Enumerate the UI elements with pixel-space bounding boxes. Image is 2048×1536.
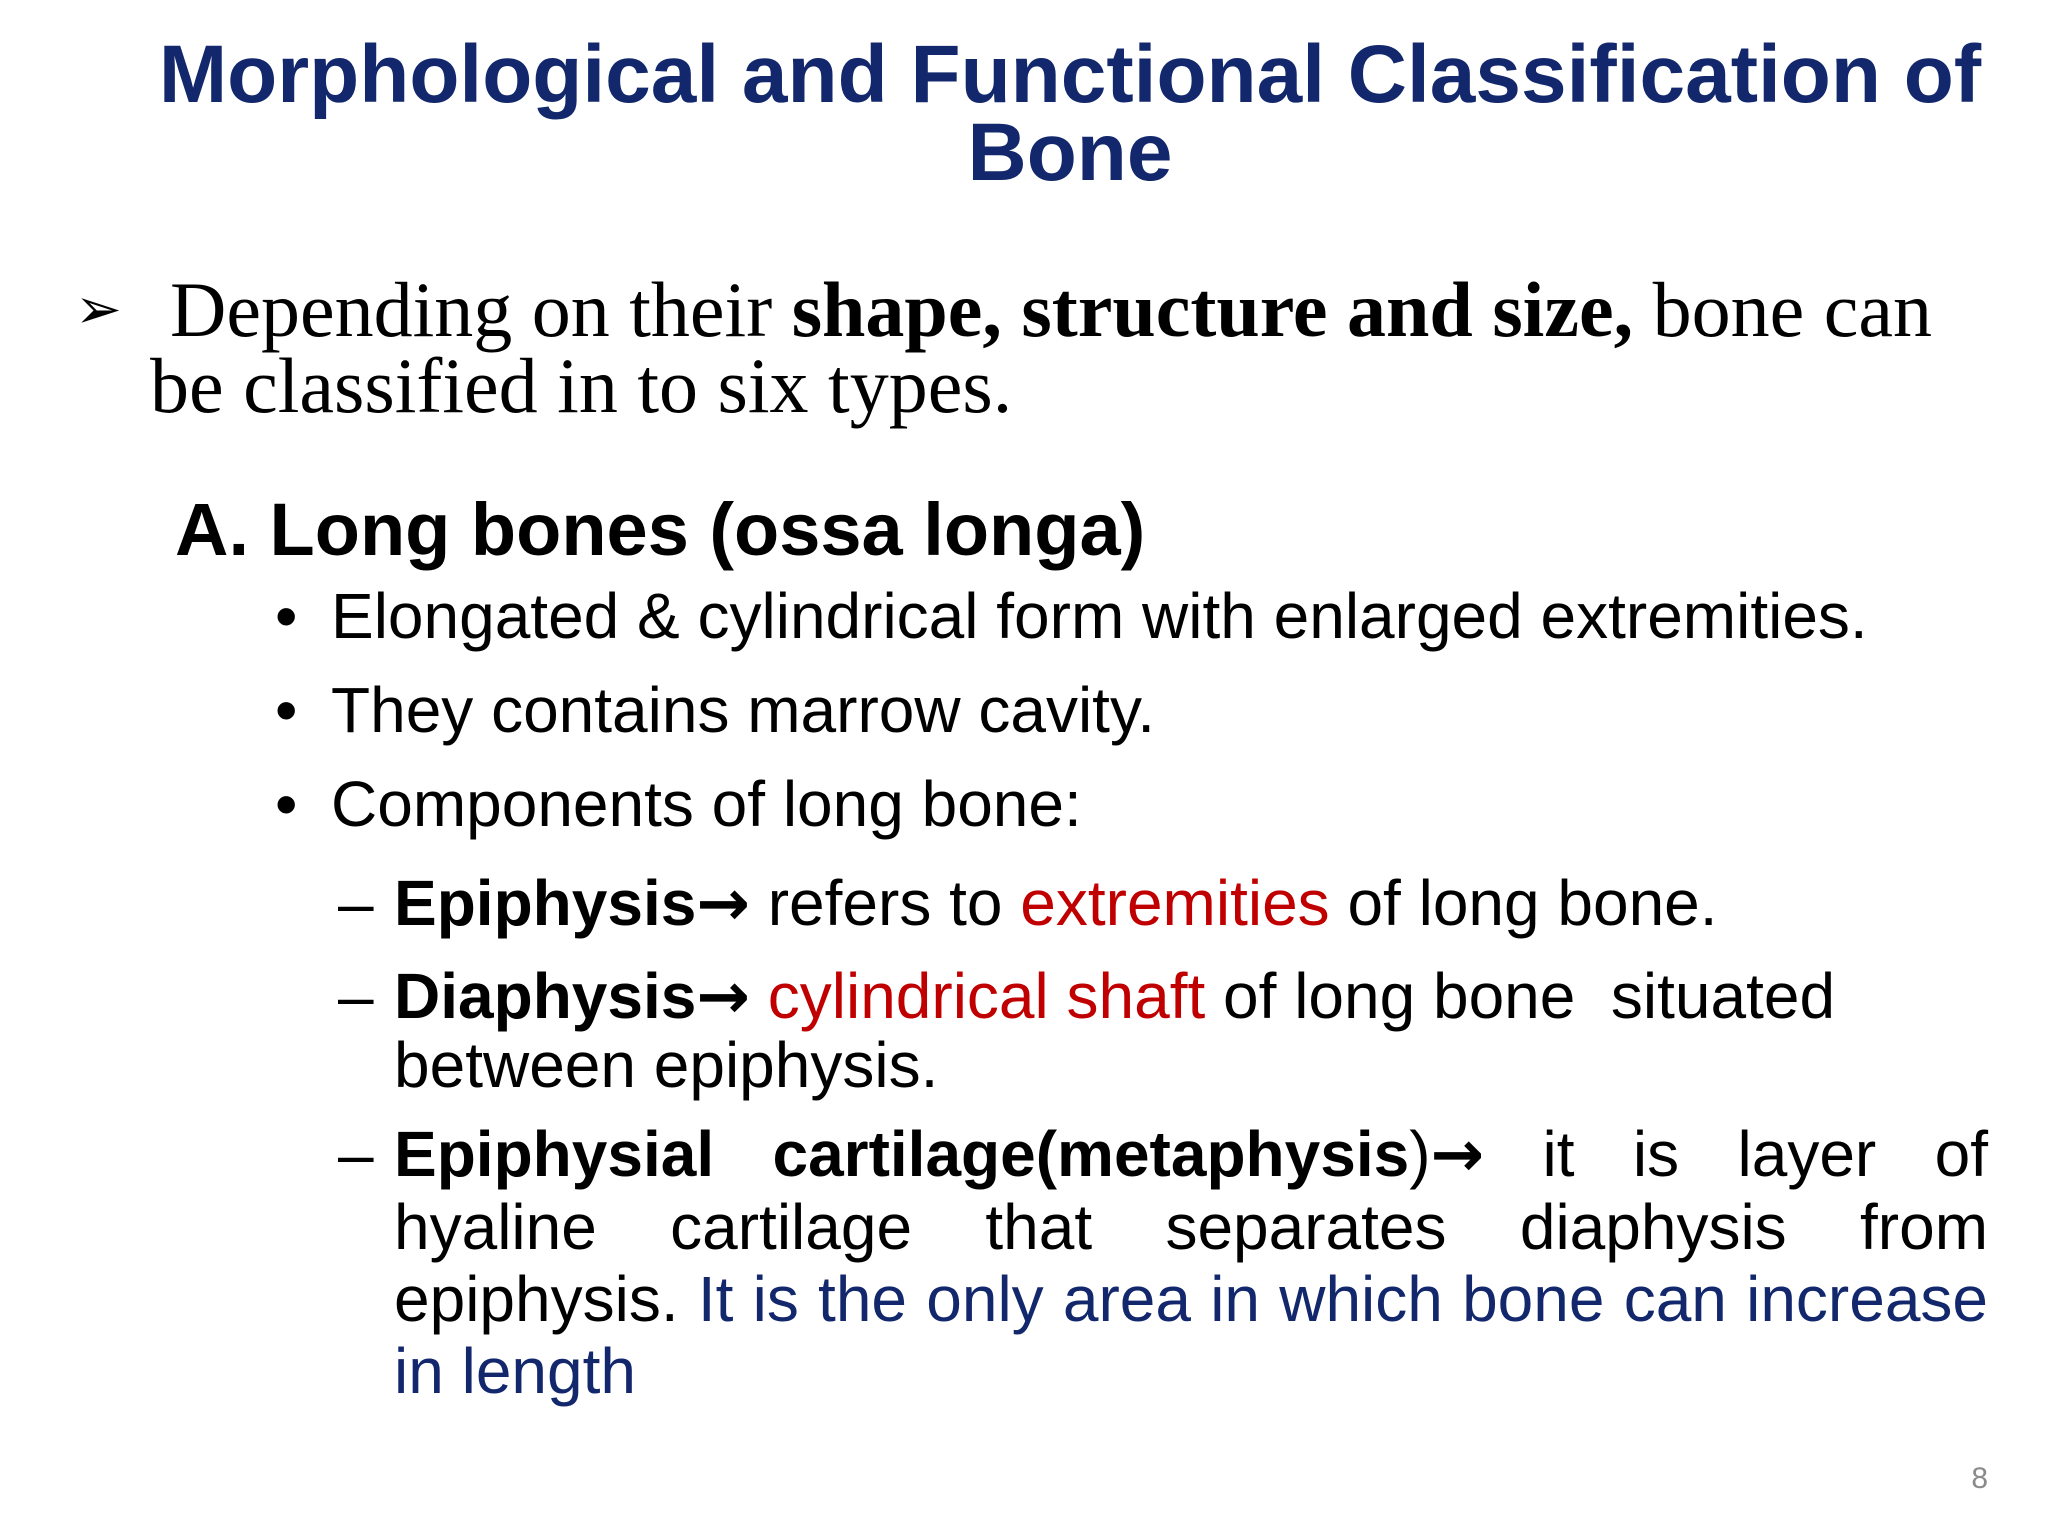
term-metaphysis: Epiphysial cartilage(metaphysis [394, 1118, 1410, 1190]
component-metaphysis [338, 1118, 1988, 1407]
intro-prefix: Depending on their [170, 266, 773, 353]
bullet-item [275, 580, 2015, 652]
dash-marker: – [338, 960, 374, 1032]
component-epiphysis [338, 868, 1988, 939]
bullet-dot-icon: • [275, 580, 298, 652]
intro-line-2: be classified in to six types. [150, 342, 1013, 429]
section-heading: A. Long bones (ossa longa) [175, 488, 1146, 571]
epiphysis-text-after: of long bone. [1347, 867, 1718, 939]
intro-paragraph [75, 266, 1990, 429]
bullet-dot-icon: • [275, 768, 298, 840]
bullet-item [275, 674, 2015, 746]
epiphysis-highlight: extremities [1020, 867, 1330, 939]
bullet-text: Components of long bone: [331, 768, 1082, 840]
sub-item [338, 868, 1988, 939]
diaphysis-highlight: cylindrical shaft [767, 960, 1206, 1032]
title-line-1: Morphological and Functional Classification of [158, 29, 1982, 120]
bullet-dot-icon: • [275, 674, 298, 746]
bullet-item [275, 768, 2015, 840]
term-epiphysis: Epiphysis [394, 867, 697, 939]
metaphysis-note: It is the only area in which bone can increase in length [394, 1263, 1989, 1407]
intro-line-1 [170, 266, 1990, 353]
bullet-list [275, 580, 2015, 862]
intro-bold-text: shape, structure and size, [791, 266, 1634, 353]
term-diaphysis: Diaphysis [394, 960, 697, 1032]
title-line-2: Bone [967, 107, 1173, 198]
bullet-text: They contains marrow cavity. [331, 674, 1155, 746]
metaphysis-text: it is layer of hyaline cartilage that separates diaphysis from epiphysis. [394, 1118, 1989, 1335]
intro-suffix: bone can [1652, 266, 1932, 353]
arrow-bullet-icon: ➢ [75, 277, 122, 342]
dash-marker: – [338, 867, 374, 939]
diaphysis-text-after: of long bone situated between epiphysis. [394, 960, 1853, 1101]
sub-item [338, 1118, 1988, 1407]
right-arrow-icon: → [696, 867, 750, 941]
dash-marker: – [338, 1118, 374, 1190]
epiphysis-text-before: refers to [767, 867, 1003, 939]
bullet-text: Elongated & cylindrical form with enlarged extremities. [331, 580, 1868, 652]
slide-title [100, 29, 2040, 198]
page-number: 8 [1971, 1462, 1988, 1495]
component-diaphysis [338, 962, 1988, 1099]
metaphysis-close-paren: ) [1409, 1118, 1431, 1190]
right-arrow-icon: → [696, 960, 750, 1034]
sub-item [338, 962, 1988, 1099]
right-arrow-icon: → [1430, 1118, 1485, 1192]
